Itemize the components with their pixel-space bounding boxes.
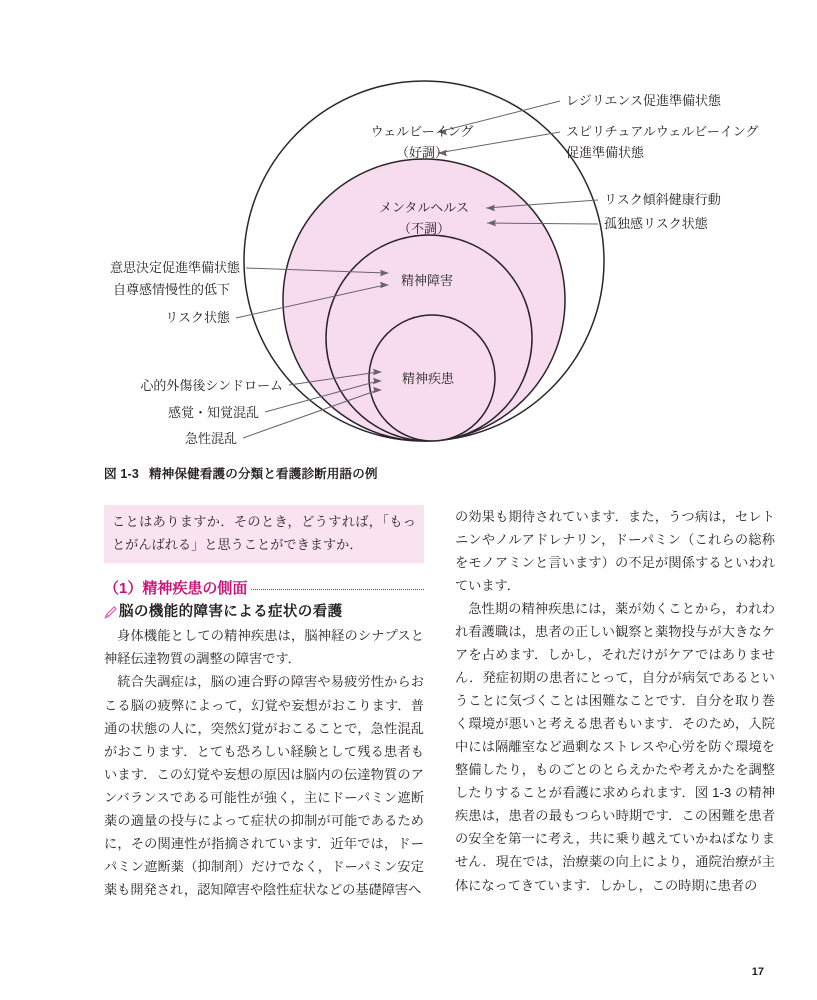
callout-sensory-perception: 感覚・知覚混乱 xyxy=(167,405,259,420)
left-column xyxy=(104,505,424,901)
callout-risk-loneliness: 孤独感リスク状態 xyxy=(604,216,708,231)
figure-caption-title: 精神保健看護の分類と看護診断用語の例 xyxy=(149,467,378,481)
page-number: 17 xyxy=(751,966,764,978)
left-paragraph-1: 身体機能としての精神疾患は，脳神経のシナプスと神経伝達物質の調整の障害です． xyxy=(104,628,424,667)
subsection-heading xyxy=(104,600,424,621)
right-paragraph-2: 急性期の精神疾患には，薬が効くことから，われわれ看護職は，患者の正しい観察と薬物投与が大きなケアを占めます．しかし，それだけがケアではありません．発症初期の患者にとって，自分が病気であるということに気づくことは困難なことです．自分を取り巻く環境が悪いと考える患者もいます．そのため，入院中には隔離室など過剰なストレスや心労を防ぐ環境を整備したり，ものごとのとらえかたや考えかたを調整したりすることが看護に求められます．図 1-3 の精神疾患は，患者の最もつらい時期です．この困難を患者の安全を第一に考え，共に乗り越えていかねばなりません．現在では，治療薬の向上により，通院治療が主体になってきています．しかし，この時期に患者の xyxy=(455,601,775,893)
label-wellbeing-line2: （好調） xyxy=(395,145,449,160)
label-mental-disorder: 精神障害 xyxy=(400,273,454,288)
callout-spiritual-wellbeing-l2: 促進準備状態 xyxy=(566,145,645,160)
body-text-area xyxy=(0,505,817,965)
figure-caption-number: 図 1-3 xyxy=(104,467,140,481)
pencil-icon xyxy=(104,605,118,619)
label-mental-health-line2: （不調） xyxy=(397,221,451,236)
section-heading xyxy=(104,577,424,598)
callout-chronic-low-esteem-l2: リスク状態 xyxy=(165,310,230,325)
callout-risk-prone-health: リスク傾斜健康行動 xyxy=(604,192,721,207)
callout-chronic-low-esteem-l1: 自尊感情慢性的低下 xyxy=(112,282,230,297)
label-mental-illness: 精神疾患 xyxy=(401,371,455,386)
section-heading-title: 精神疾患の側面 xyxy=(142,580,248,598)
callout-decision-making: 意思決定促進準備状態 xyxy=(109,260,240,275)
callout-spiritual-wellbeing-l1: スピリチュアルウェルビーイング xyxy=(566,124,759,139)
section-heading-number: （1） xyxy=(104,580,143,598)
callout-resilience: レジリエンス促進準備状態 xyxy=(566,93,722,108)
callout-post-trauma: 心的外傷後シンドローム xyxy=(140,378,283,393)
label-mental-health-line1: メンタルヘルス xyxy=(378,200,470,215)
section-heading-dotted-rule xyxy=(251,588,424,590)
subsection-heading-title: 脳の機能的障害による症状の看護 xyxy=(119,604,343,621)
figure-caption xyxy=(104,464,378,482)
left-paragraph-2: 統合失調症は，脳の連合野の障害や易疲労性からおこる脳の疲弊によって，幻覚や妄想がおこります．普通の状態の人に，突然幻覚がおこることで，急性混乱がおこります．とても恐ろしい経験として残る患者もいます．この幻覚や妄想の原因は脳内の伝達物質のアンバランスである可能性が強く，主にドーパミン遮断薬の適量の投与によって症状の抑制が可能であるために，その関連性が指摘されています．近年では，ドーパミン遮断薬（抑制剤）だけでなく，ドーパミン安定薬も開発され，認知障害や陰性症状などの基礎障害へ xyxy=(104,674,424,897)
right-paragraph-1: の効果も期待されています．また，うつ病は，セレトニンやノルアドレナリン，ドーパミン（これらの総称をモノアミンと言います）の不足が関係するといわれています． xyxy=(455,509,775,594)
label-wellbeing-line1: ウェルビーイング xyxy=(370,124,474,139)
callout-acute-confusion: 急性混乱 xyxy=(184,431,237,446)
right-column xyxy=(455,505,775,897)
highlight-callout-box: ことはありますか．そのとき，どうすれば，「もっとがんばれる」と思うことができますか． xyxy=(104,505,424,563)
